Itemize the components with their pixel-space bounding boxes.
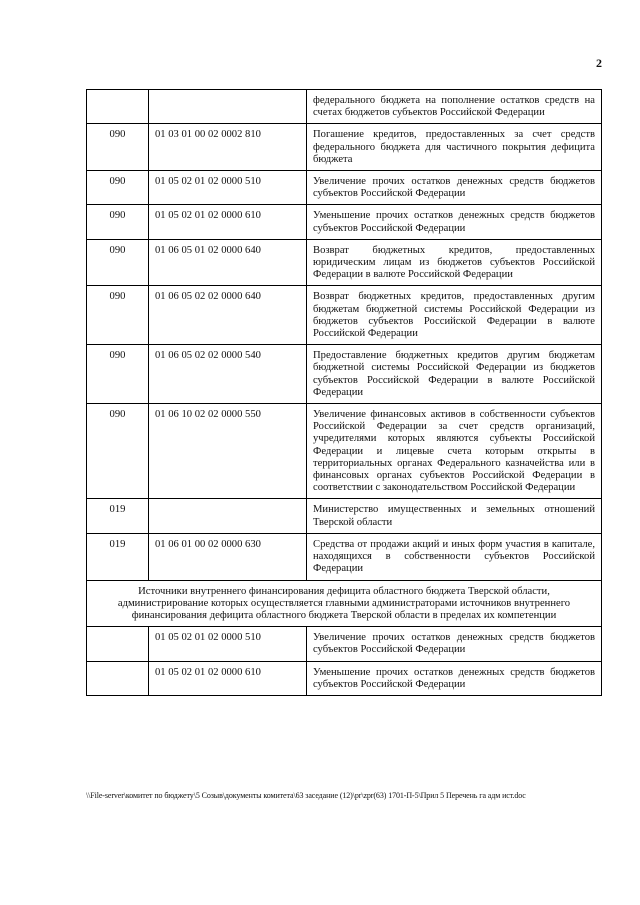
source-name-cell: Увеличение прочих остатков денежных средств бюджетов субъектов Российской Федерации	[307, 627, 602, 661]
source-code-cell: 01 06 05 01 02 0000 640	[149, 239, 307, 286]
source-code-cell	[149, 499, 307, 533]
source-name-cell: Средства от продажи акций и иных форм участия в капитале, находящихся в собственности субъектов Российской Федерации	[307, 533, 602, 580]
table-row	[87, 661, 602, 695]
source-name-cell: Уменьшение прочих остатков денежных средств бюджетов субъектов Российской Федерации	[307, 205, 602, 239]
admin-code-cell: 019	[87, 533, 149, 580]
source-name-cell: Министерство имущественных и земельных отношений Тверской области	[307, 499, 602, 533]
source-name-cell: Увеличение финансовых активов в собственности субъектов Российской Федерации за счет средств организаций, учредителями которых являются субъекты Российской Федерации и лицевые счета которым открыты в территориальных органах Федерального казначейства или в финансовых органах субъектов Российской Федерации в соответствии с законодательством Российской Федерации	[307, 404, 602, 499]
admin-code-cell: 090	[87, 124, 149, 171]
source-name-cell: Погашение кредитов, предоставленных за счет средств федерального бюджета для частичного покрытия дефицита бюджета	[307, 124, 602, 171]
admin-code-cell	[87, 627, 149, 661]
table-row	[87, 533, 602, 580]
source-name-cell: Возврат бюджетных кредитов, предоставленных юридическим лицам из бюджетов субъектов Российской Федерации в валюте Российской Федерации	[307, 239, 602, 286]
file-path-footer: \\File-server\комитет по бюджету\5 Созыв\документы комитета\63 заседание (12)\pr\zpr(63) 1701-П-5\Прил 5 Перечень га адм ист.doc	[86, 791, 526, 800]
admin-code-cell: 090	[87, 404, 149, 499]
admin-code-cell: 090	[87, 239, 149, 286]
source-code-cell: 01 06 01 00 02 0000 630	[149, 533, 307, 580]
admin-code-cell	[87, 90, 149, 124]
table-row	[87, 345, 602, 404]
source-name-cell: Предоставление бюджетных кредитов другим бюджетам бюджетной системы Российской Федерации из бюджетов субъектов Российской Федерации в валюте Российской Федерации	[307, 345, 602, 404]
admin-code-cell: 090	[87, 345, 149, 404]
source-code-cell: 01 05 02 01 02 0000 510	[149, 171, 307, 205]
section-header-row	[87, 580, 602, 627]
section-header: Источники внутреннего финансирования дефицита областного бюджета Тверской области, администрирование которых осуществляется главными администраторами источников внутреннего финансирования дефицита областного бюджета Тверской области в пределах их компетенции	[87, 580, 602, 627]
source-code-cell: 01 06 10 02 02 0000 550	[149, 404, 307, 499]
table-row	[87, 205, 602, 239]
admin-code-cell: 090	[87, 286, 149, 345]
source-code-cell: 01 03 01 00 02 0002 810	[149, 124, 307, 171]
sources-table	[86, 89, 602, 696]
table-row	[87, 627, 602, 661]
table-row	[87, 499, 602, 533]
page-number: 2	[596, 56, 602, 70]
source-code-cell: 01 05 02 01 02 0000 510	[149, 627, 307, 661]
source-name-cell: Уменьшение прочих остатков денежных средств бюджетов субъектов Российской Федерации	[307, 661, 602, 695]
source-name-cell: федерального бюджета на пополнение остатков средств на счетах бюджетов субъектов Российской Федерации	[307, 90, 602, 124]
table-row	[87, 124, 602, 171]
source-code-cell: 01 05 02 01 02 0000 610	[149, 205, 307, 239]
admin-code-cell: 019	[87, 499, 149, 533]
table-row	[87, 90, 602, 124]
admin-code-cell: 090	[87, 205, 149, 239]
source-name-cell: Увеличение прочих остатков денежных средств бюджетов субъектов Российской Федерации	[307, 171, 602, 205]
table-row	[87, 239, 602, 286]
source-code-cell: 01 06 05 02 02 0000 640	[149, 286, 307, 345]
table-row	[87, 171, 602, 205]
sources-table-body	[87, 90, 602, 696]
table-row	[87, 286, 602, 345]
source-name-cell: Возврат бюджетных кредитов, предоставленных другим бюджетам бюджетной системы Российской Федерации из бюджетов субъектов Российской Федерации в валюте Российской Федерации	[307, 286, 602, 345]
source-code-cell: 01 06 05 02 02 0000 540	[149, 345, 307, 404]
admin-code-cell: 090	[87, 171, 149, 205]
source-code-cell	[149, 90, 307, 124]
source-code-cell: 01 05 02 01 02 0000 610	[149, 661, 307, 695]
admin-code-cell	[87, 661, 149, 695]
table-row	[87, 404, 602, 499]
